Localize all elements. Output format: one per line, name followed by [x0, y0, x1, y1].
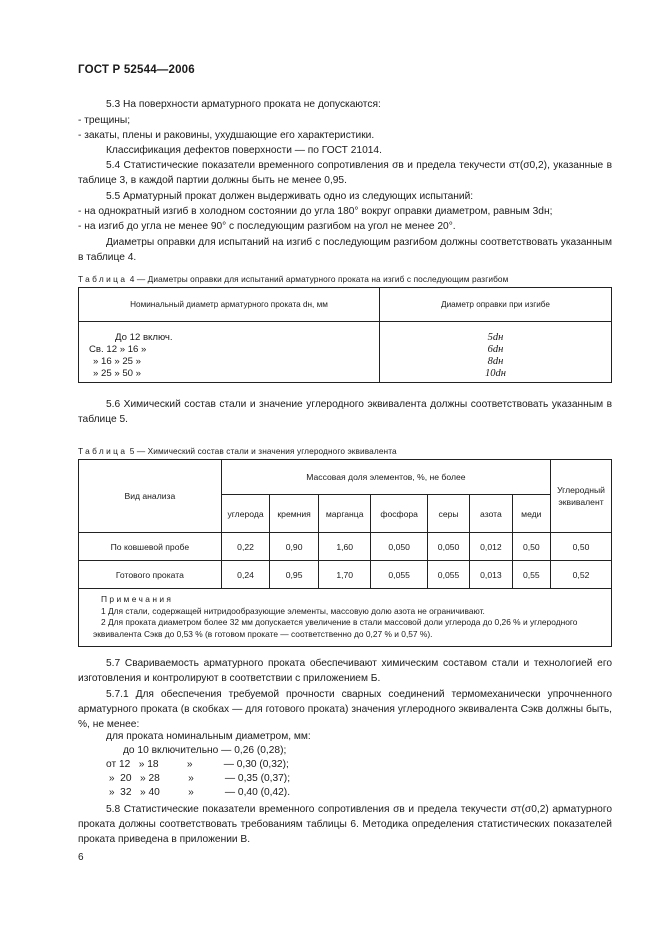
- table5-note-1: 1 Для стали, содержащей нитридообразующие элементы, массовую долю азота не ограничивают.: [101, 605, 485, 616]
- para-5-3-item-1: - трещины;: [78, 115, 131, 126]
- table5-cell: 0,012: [470, 533, 512, 561]
- table5-group-header: Массовая доля элементов, %, не более: [221, 460, 550, 495]
- para-5-8: 5.8 Статистические показатели временного сопротивления σв и предела текучести σт(σ0,2) арматурного проката должны соответствовать требованиям таблицы 6. Методика определения статистических показателей проката приведена в приложении В.: [78, 804, 612, 846]
- para-5-3-classification: Классификация дефектов поверхности — по ГОСТ 21014.: [106, 145, 382, 156]
- document-header: ГОСТ Р 52544—2006: [78, 64, 195, 76]
- para-5-6: 5.6 Химический состав стали и значение углеродного эквивалента должны соответствовать указанным в таблице 5.: [78, 399, 612, 426]
- table5-el-sulfur: серы: [427, 495, 469, 533]
- table4-caption-word: Таблица: [78, 274, 128, 284]
- table5-el-phosphorus: фосфора: [371, 495, 427, 533]
- table5-cell: 0,90: [270, 533, 319, 561]
- table5-notes-title: Примечания: [101, 594, 174, 604]
- table5-col-type: Вид анализа: [79, 460, 222, 533]
- diameter-list-intro: для проката номинальным диаметром, мм:: [106, 731, 311, 742]
- para-5-4: 5.4 Статистические показатели временного сопротивления σв и предела текучести σт(σ0,2), указанные в таблице 3, в каждой партии должны быть не менее 0,95.: [78, 160, 612, 187]
- page-number: 6: [78, 852, 84, 863]
- table4-col2-values: [380, 322, 612, 383]
- table5-cell: 0,055: [427, 561, 469, 589]
- table4-col2-header: Диаметр оправки при изгибе: [380, 288, 612, 322]
- para-5-7-1: 5.7.1 Для обеспечения требуемой прочности сварных соединений термомеханически упрочненного арматурного проката (в скобках — для готового проката) значения углеродного эквивалента Cэкв должны быть, %, не менее:: [78, 689, 612, 731]
- table5-el-manganese: марганца: [318, 495, 371, 533]
- para-5-5-intro: 5.5 Арматурный прокат должен выдерживать одно из следующих испытаний:: [106, 191, 474, 202]
- diameter-list-row-2: » 20 » 28 » — 0,35 (0,37);: [106, 773, 291, 784]
- table4-mandrel-1: 6dн: [487, 344, 504, 355]
- table4-dia-1: Св. 12 » 16 »: [89, 344, 147, 355]
- table5-row0-name: По ковшевой пробе: [79, 533, 222, 561]
- table5-cell: 0,22: [221, 533, 270, 561]
- table5-cell: 0,24: [221, 561, 270, 589]
- table5-cell: 0,50: [551, 533, 612, 561]
- table5-el-nitrogen: азота: [470, 495, 512, 533]
- table5-el-silicon: кремния: [270, 495, 319, 533]
- table4-mandrel-2: 8dн: [487, 356, 504, 367]
- table4-caption-text: 4 — Диаметры оправки для испытаний арматурного проката на изгиб с последующим разгибом: [129, 274, 509, 284]
- table5-cell: 1,60: [318, 533, 371, 561]
- table-row: [79, 533, 612, 561]
- diameter-list-row-3: » 32 » 40 » — 0,40 (0,42).: [106, 787, 291, 798]
- table5-note-2: 2 Для проката диаметром более 32 мм допускается увеличение в стали массовой доли углерода до 0,26 % и углеродного эквивалента Cэкв до 0,53 % (в готовом прокате — соответственно до 0,27 % и 0,57 %).: [93, 617, 578, 639]
- para-5-3-intro: 5.3 На поверхности арматурного проката не допускаются:: [106, 99, 381, 110]
- para-5-5-item-2: - на изгиб до угла не менее 90° с последующим разгибом на угол не менее 20°.: [78, 221, 456, 232]
- table4-dia-2: » 16 » 25 »: [93, 356, 142, 367]
- table5-cell: 0,52: [551, 561, 612, 589]
- table5-notes: [79, 589, 612, 647]
- table4-col1-values: [79, 322, 380, 383]
- table5-caption-word: Таблица: [78, 446, 128, 456]
- table4-dia-0: До 12 включ.: [115, 332, 173, 343]
- table5-cell: 0,013: [470, 561, 512, 589]
- diameter-list-row-0: до 10 включительно — 0,26 (0,28);: [106, 745, 287, 756]
- table-row: [79, 561, 612, 589]
- table4-mandrel-0: 5dн: [487, 332, 504, 343]
- table5-cell: 0,050: [427, 533, 469, 561]
- para-5-3-item-2: - закаты, плены и раковины, ухудшающие его характеристики.: [78, 130, 375, 141]
- table5-caption-text: 5 — Химический состав стали и значения углеродного эквивалента: [129, 446, 397, 456]
- para-5-7: 5.7 Свариваемость арматурного проката обеспечивают химическим составом стали и технологией его изготовления и контролируют в соответствии с приложением Б.: [78, 658, 612, 685]
- table5-row1-name: Готового проката: [79, 561, 222, 589]
- table5-caption: [78, 446, 397, 456]
- table5-cell: 0,95: [270, 561, 319, 589]
- table5-notes-row: [79, 589, 612, 647]
- table4-caption: [78, 274, 508, 284]
- table-4: [78, 287, 612, 383]
- table4-dia-3: » 25 » 50 »: [93, 368, 142, 379]
- table5-cell: 0,050: [371, 533, 427, 561]
- table5-cell: 0,055: [371, 561, 427, 589]
- table5-el-carbon: углерода: [221, 495, 270, 533]
- table5-cell: 0,55: [512, 561, 550, 589]
- diameter-list-row-1: от 12 » 18 » — 0,30 (0,32);: [106, 759, 289, 770]
- table5-cell: 1,70: [318, 561, 371, 589]
- table5-cell: 0,50: [512, 533, 550, 561]
- table4-col1-header: Номинальный диаметр арматурного проката dн, мм: [79, 288, 380, 322]
- table-5: [78, 459, 612, 647]
- table4-mandrel-3: 10dн: [485, 368, 506, 379]
- para-5-5-note: Диаметры оправки для испытаний на изгиб с последующим разгибом должны соответствовать указанным в таблице 4.: [78, 237, 612, 264]
- table5-last-header: Углеродный эквивалент: [551, 460, 612, 533]
- para-5-5-item-1: - на однократный изгиб в холодном состоянии до угла 180° вокруг оправки диаметром, равным 3dн;: [78, 206, 553, 217]
- table5-el-copper: меди: [512, 495, 550, 533]
